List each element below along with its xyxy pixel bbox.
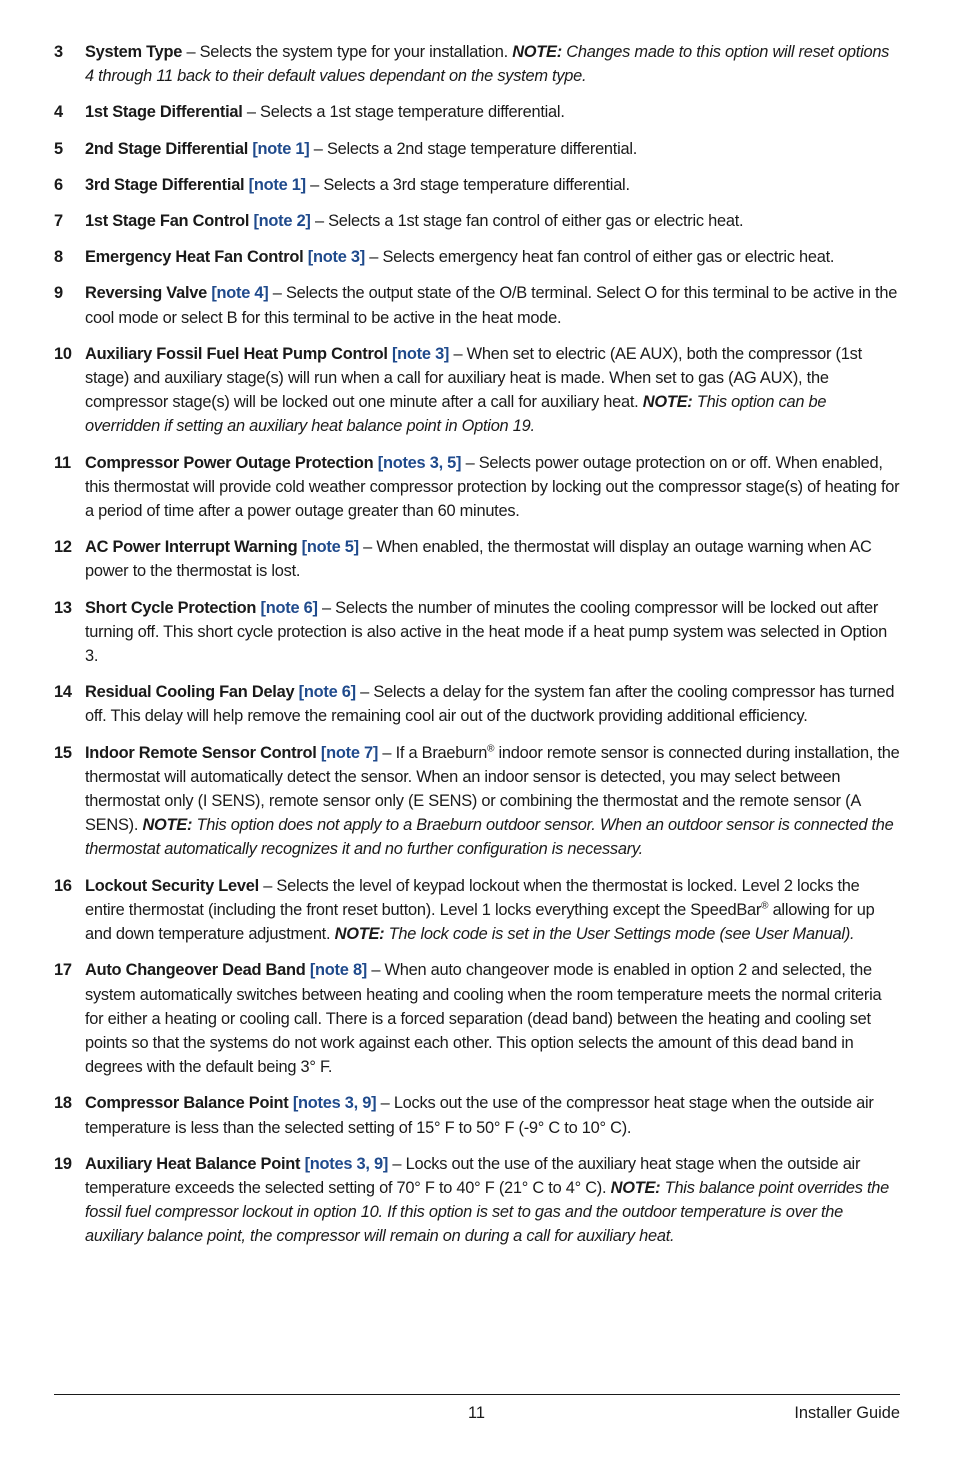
option-term: Compressor Power Outage Protection bbox=[85, 453, 374, 472]
note-label: NOTE: bbox=[142, 816, 193, 835]
option-item bbox=[54, 245, 900, 269]
option-number: 5 bbox=[54, 139, 63, 158]
option-item bbox=[54, 874, 900, 947]
note-text: This option does not apply to a Braeburn outdoor sensor. When an outdoor sensor is connected the thermostat automatically recognizes it and no further configuration is necessary. bbox=[85, 816, 894, 859]
option-term: Auto Changeover Dead Band bbox=[85, 961, 306, 980]
option-item bbox=[54, 741, 900, 862]
note-reference: [note 2] bbox=[253, 212, 311, 231]
option-item bbox=[54, 209, 900, 233]
option-item bbox=[54, 1152, 900, 1249]
note-text: Changes made to this option will reset options 4 through 11 back to their default values dependant on the system type. bbox=[85, 43, 890, 86]
option-number: 16 bbox=[54, 876, 72, 895]
option-term: 1st Stage Fan Control bbox=[85, 212, 250, 231]
option-item bbox=[54, 173, 900, 197]
option-item bbox=[54, 535, 900, 583]
option-body bbox=[85, 958, 900, 1079]
option-description: – Selects a 1st stage fan control of either gas or electric heat. bbox=[310, 212, 744, 231]
option-number: 11 bbox=[54, 453, 71, 472]
option-description: – When enabled, the thermostat will display an outage warning when AC power to the thermostat is lost. bbox=[85, 538, 872, 581]
option-number: 3 bbox=[54, 43, 63, 61]
option-number: 17 bbox=[54, 961, 72, 980]
option-description: – Selects the system type for your installation. bbox=[182, 43, 513, 61]
option-term: 3rd Stage Differential bbox=[85, 175, 245, 194]
note-reference: [notes 3, 5] bbox=[377, 453, 462, 472]
option-term: System Type bbox=[85, 43, 183, 61]
option-term: Auxiliary Fossil Fuel Heat Pump Control bbox=[85, 344, 388, 363]
note-reference: [note 8] bbox=[309, 961, 368, 980]
option-description: – Selects the output state of the O/B terminal. Select O for this terminal to be active in the cool mode or select B for this terminal to be active in the heat mode. bbox=[85, 284, 898, 327]
note-reference: [note 5] bbox=[301, 538, 359, 557]
option-body bbox=[85, 245, 900, 269]
option-item bbox=[54, 40, 900, 88]
option-item bbox=[54, 451, 900, 524]
option-list bbox=[54, 40, 900, 1261]
note-reference: [notes 3, 9] bbox=[304, 1154, 389, 1173]
option-description: indoor remote sensor is connected during installation, the thermostat will automatically detect the sensor. When an indoor sensor is detected, you may select between thermostat only (I SENS), remote sensor only (E SENS) or combining the thermostat and the remote sensor (A SENS). bbox=[85, 743, 900, 835]
option-description: – Locks out the use of the compressor heat stage when the outside air temperature is less than the selected setting of 15° F to 50° F (-9° C to 10° C). bbox=[85, 1094, 874, 1137]
option-body bbox=[85, 100, 900, 124]
note-reference: [note 1] bbox=[252, 139, 310, 158]
note-reference: [note 6] bbox=[260, 598, 318, 617]
option-body bbox=[85, 137, 900, 161]
option-item bbox=[54, 1091, 900, 1139]
option-item bbox=[54, 342, 900, 439]
option-term: Short Cycle Protection bbox=[85, 598, 257, 617]
registered-mark: ® bbox=[761, 900, 769, 912]
option-term: Indoor Remote Sensor Control bbox=[85, 743, 317, 762]
page-number: 11 bbox=[468, 1404, 486, 1422]
option-description: – Selects emergency heat fan control of either gas or electric heat. bbox=[364, 248, 835, 267]
footer-divider bbox=[54, 1394, 900, 1395]
option-number: 14 bbox=[54, 683, 72, 702]
option-body bbox=[85, 596, 900, 669]
option-number: 10 bbox=[54, 344, 72, 363]
option-description: – Selects the number of minutes the cooling compressor will be locked out after turning off. This short cycle protection is also active in the heat mode if a heat pump system was selected in Option 3. bbox=[85, 598, 887, 666]
option-description: – Selects a 3rd stage temperature differential. bbox=[305, 175, 630, 194]
option-number: 15 bbox=[54, 743, 72, 762]
option-description: – Selects power outage protection on or off. When enabled, this thermostat will provide cold weather compressor protection by locking out the compressor stage(s) of heating for a period of time after a power outage greater than 60 minutes. bbox=[85, 453, 900, 521]
option-term: Emergency Heat Fan Control bbox=[85, 248, 304, 267]
option-body bbox=[85, 173, 900, 197]
option-term: Reversing Valve bbox=[85, 284, 207, 303]
option-term: Residual Cooling Fan Delay bbox=[85, 683, 295, 702]
note-label: NOTE: bbox=[334, 925, 385, 944]
option-body bbox=[85, 1091, 900, 1139]
option-description: allowing for up and down temperature adjustment. bbox=[85, 900, 875, 944]
option-item bbox=[54, 680, 900, 728]
option-description: – Selects a 2nd stage temperature differential. bbox=[309, 139, 638, 158]
option-body bbox=[85, 874, 900, 947]
option-body bbox=[85, 535, 900, 583]
option-body bbox=[85, 342, 900, 439]
note-reference: [note 4] bbox=[211, 284, 269, 303]
option-item bbox=[54, 596, 900, 669]
option-description: – When set to electric (AE AUX), both the compressor (1st stage) and auxiliary stage(s) will run when a call for auxiliary heat is made. When set to gas (AG AUX), the compressor stage(s) will be locked out one minute after a call for auxiliary heat. bbox=[85, 344, 862, 412]
option-number: 19 bbox=[54, 1154, 72, 1173]
option-term: AC Power Interrupt Warning bbox=[85, 538, 298, 557]
option-term: Auxiliary Heat Balance Point bbox=[85, 1154, 301, 1173]
note-label: NOTE: bbox=[610, 1178, 661, 1197]
option-number: 9 bbox=[54, 284, 63, 303]
option-item bbox=[54, 958, 900, 1079]
option-item bbox=[54, 281, 900, 329]
option-body bbox=[85, 40, 900, 88]
option-description: – Locks out the use of the auxiliary heat stage when the outside air temperature exceeds the selected setting of 70° F to 40° F (21° C to 4° C). bbox=[85, 1154, 861, 1197]
option-number: 7 bbox=[54, 212, 63, 231]
option-body bbox=[85, 209, 900, 233]
option-number: 6 bbox=[54, 175, 63, 194]
note-text: The lock code is set in the User Settings mode (see User Manual). bbox=[384, 925, 855, 944]
option-description: – Selects the level of keypad lockout when the thermostat is locked. Level 2 locks the entire thermostat (including the front reset button). Level 1 locks everything except the SpeedBar bbox=[85, 876, 860, 919]
note-text: This balance point overrides the fossil fuel compressor lockout in option 10. If this option is set to gas and the outdoor temperature is over the auxiliary balance point, the compressor will remain on during a call for auxiliary heat. bbox=[85, 1178, 890, 1246]
guide-title: Installer Guide bbox=[794, 1404, 900, 1422]
note-label: NOTE: bbox=[512, 43, 562, 61]
note-label: NOTE: bbox=[642, 393, 693, 412]
option-term: 2nd Stage Differential bbox=[85, 139, 248, 158]
option-description: – Selects a 1st stage temperature differential. bbox=[242, 103, 565, 122]
option-description: – If a Braeburn bbox=[378, 743, 488, 762]
option-term: 1st Stage Differential bbox=[85, 103, 243, 122]
option-description: – When auto changeover mode is enabled in option 2 and selected, the system automatically switches between heating and cooling when the room temperature meets the normal criteria for either a heating or cooling call. There is a forced separation (dead band) between the heating and cooling set points so that the systems do not work against each other. This option selects the amount of this dead band in degrees with the default being 3° F. bbox=[85, 961, 882, 1077]
note-reference: [note 1] bbox=[248, 175, 306, 194]
option-number: 4 bbox=[54, 103, 63, 122]
option-body bbox=[85, 281, 900, 329]
option-description: – Selects a delay for the system fan after the cooling compressor has turned off. This delay will help remove the remaining cool air out of the ductwork providing additional efficiency. bbox=[85, 683, 895, 726]
option-number: 13 bbox=[54, 598, 72, 617]
option-number: 18 bbox=[54, 1094, 72, 1113]
note-text: This option can be overridden if setting an auxiliary heat balance point in Option 19. bbox=[85, 393, 827, 436]
option-body bbox=[85, 680, 900, 728]
option-term: Lockout Security Level bbox=[85, 876, 259, 895]
note-reference: [notes 3, 9] bbox=[292, 1094, 377, 1113]
option-term: Compressor Balance Point bbox=[85, 1094, 289, 1113]
note-reference: [note 7] bbox=[320, 743, 379, 762]
option-body bbox=[85, 451, 900, 524]
note-reference: [note 3] bbox=[391, 344, 450, 363]
note-reference: [note 6] bbox=[298, 683, 356, 702]
option-number: 8 bbox=[54, 248, 63, 267]
option-item bbox=[54, 100, 900, 124]
option-item bbox=[54, 137, 900, 161]
option-body bbox=[85, 1152, 900, 1249]
option-body bbox=[85, 741, 900, 862]
note-reference: [note 3] bbox=[307, 248, 365, 267]
registered-mark: ® bbox=[487, 743, 495, 755]
option-number: 12 bbox=[54, 538, 72, 557]
